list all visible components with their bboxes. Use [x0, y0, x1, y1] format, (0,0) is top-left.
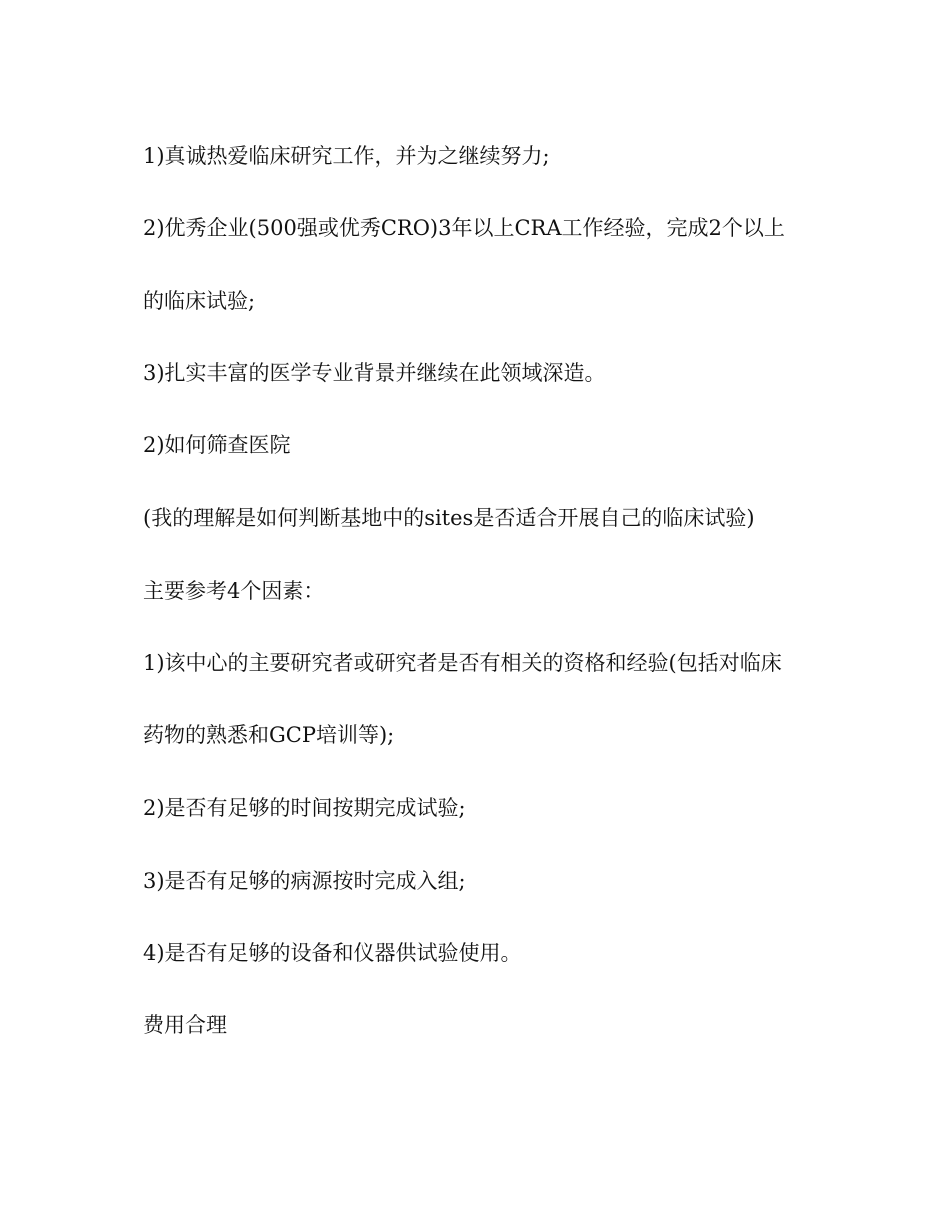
text-line-requirement-1: 1)真诚热爱临床研究工作，并为之继续努力;	[143, 144, 550, 168]
section-heading-screen-hospital: 2)如何筛查医院	[143, 433, 291, 457]
text-line-factor-2: 2)是否有足够的时间按期完成试验;	[143, 796, 466, 820]
text-line-requirement-3: 3)扎实丰富的医学专业背景并继续在此领域深造。	[143, 361, 606, 385]
text-line-requirement-2: 2)优秀企业(500强或优秀CRO)3年以上CRA工作经验，完成2个以上	[143, 216, 785, 240]
text-line-note: (我的理解是如何判断基地中的sites是否适合开展自己的临床试验)	[143, 506, 755, 530]
text-line-factors-intro: 主要参考4个因素：	[143, 579, 325, 603]
section-heading-reasonable-cost: 费用合理	[143, 1013, 227, 1037]
text-line-factor-4: 4)是否有足够的设备和仪器供试验使用。	[143, 941, 522, 965]
text-line-factor-1-cont: 药物的熟悉和GCP培训等);	[143, 723, 395, 747]
text-line-factor-3: 3)是否有足够的病源按时完成入组;	[143, 869, 466, 893]
text-line-requirement-2-cont: 的临床试验;	[143, 289, 256, 313]
text-line-factor-1: 1)该中心的主要研究者或研究者是否有相关的资格和经验(包括对临床	[143, 651, 782, 675]
